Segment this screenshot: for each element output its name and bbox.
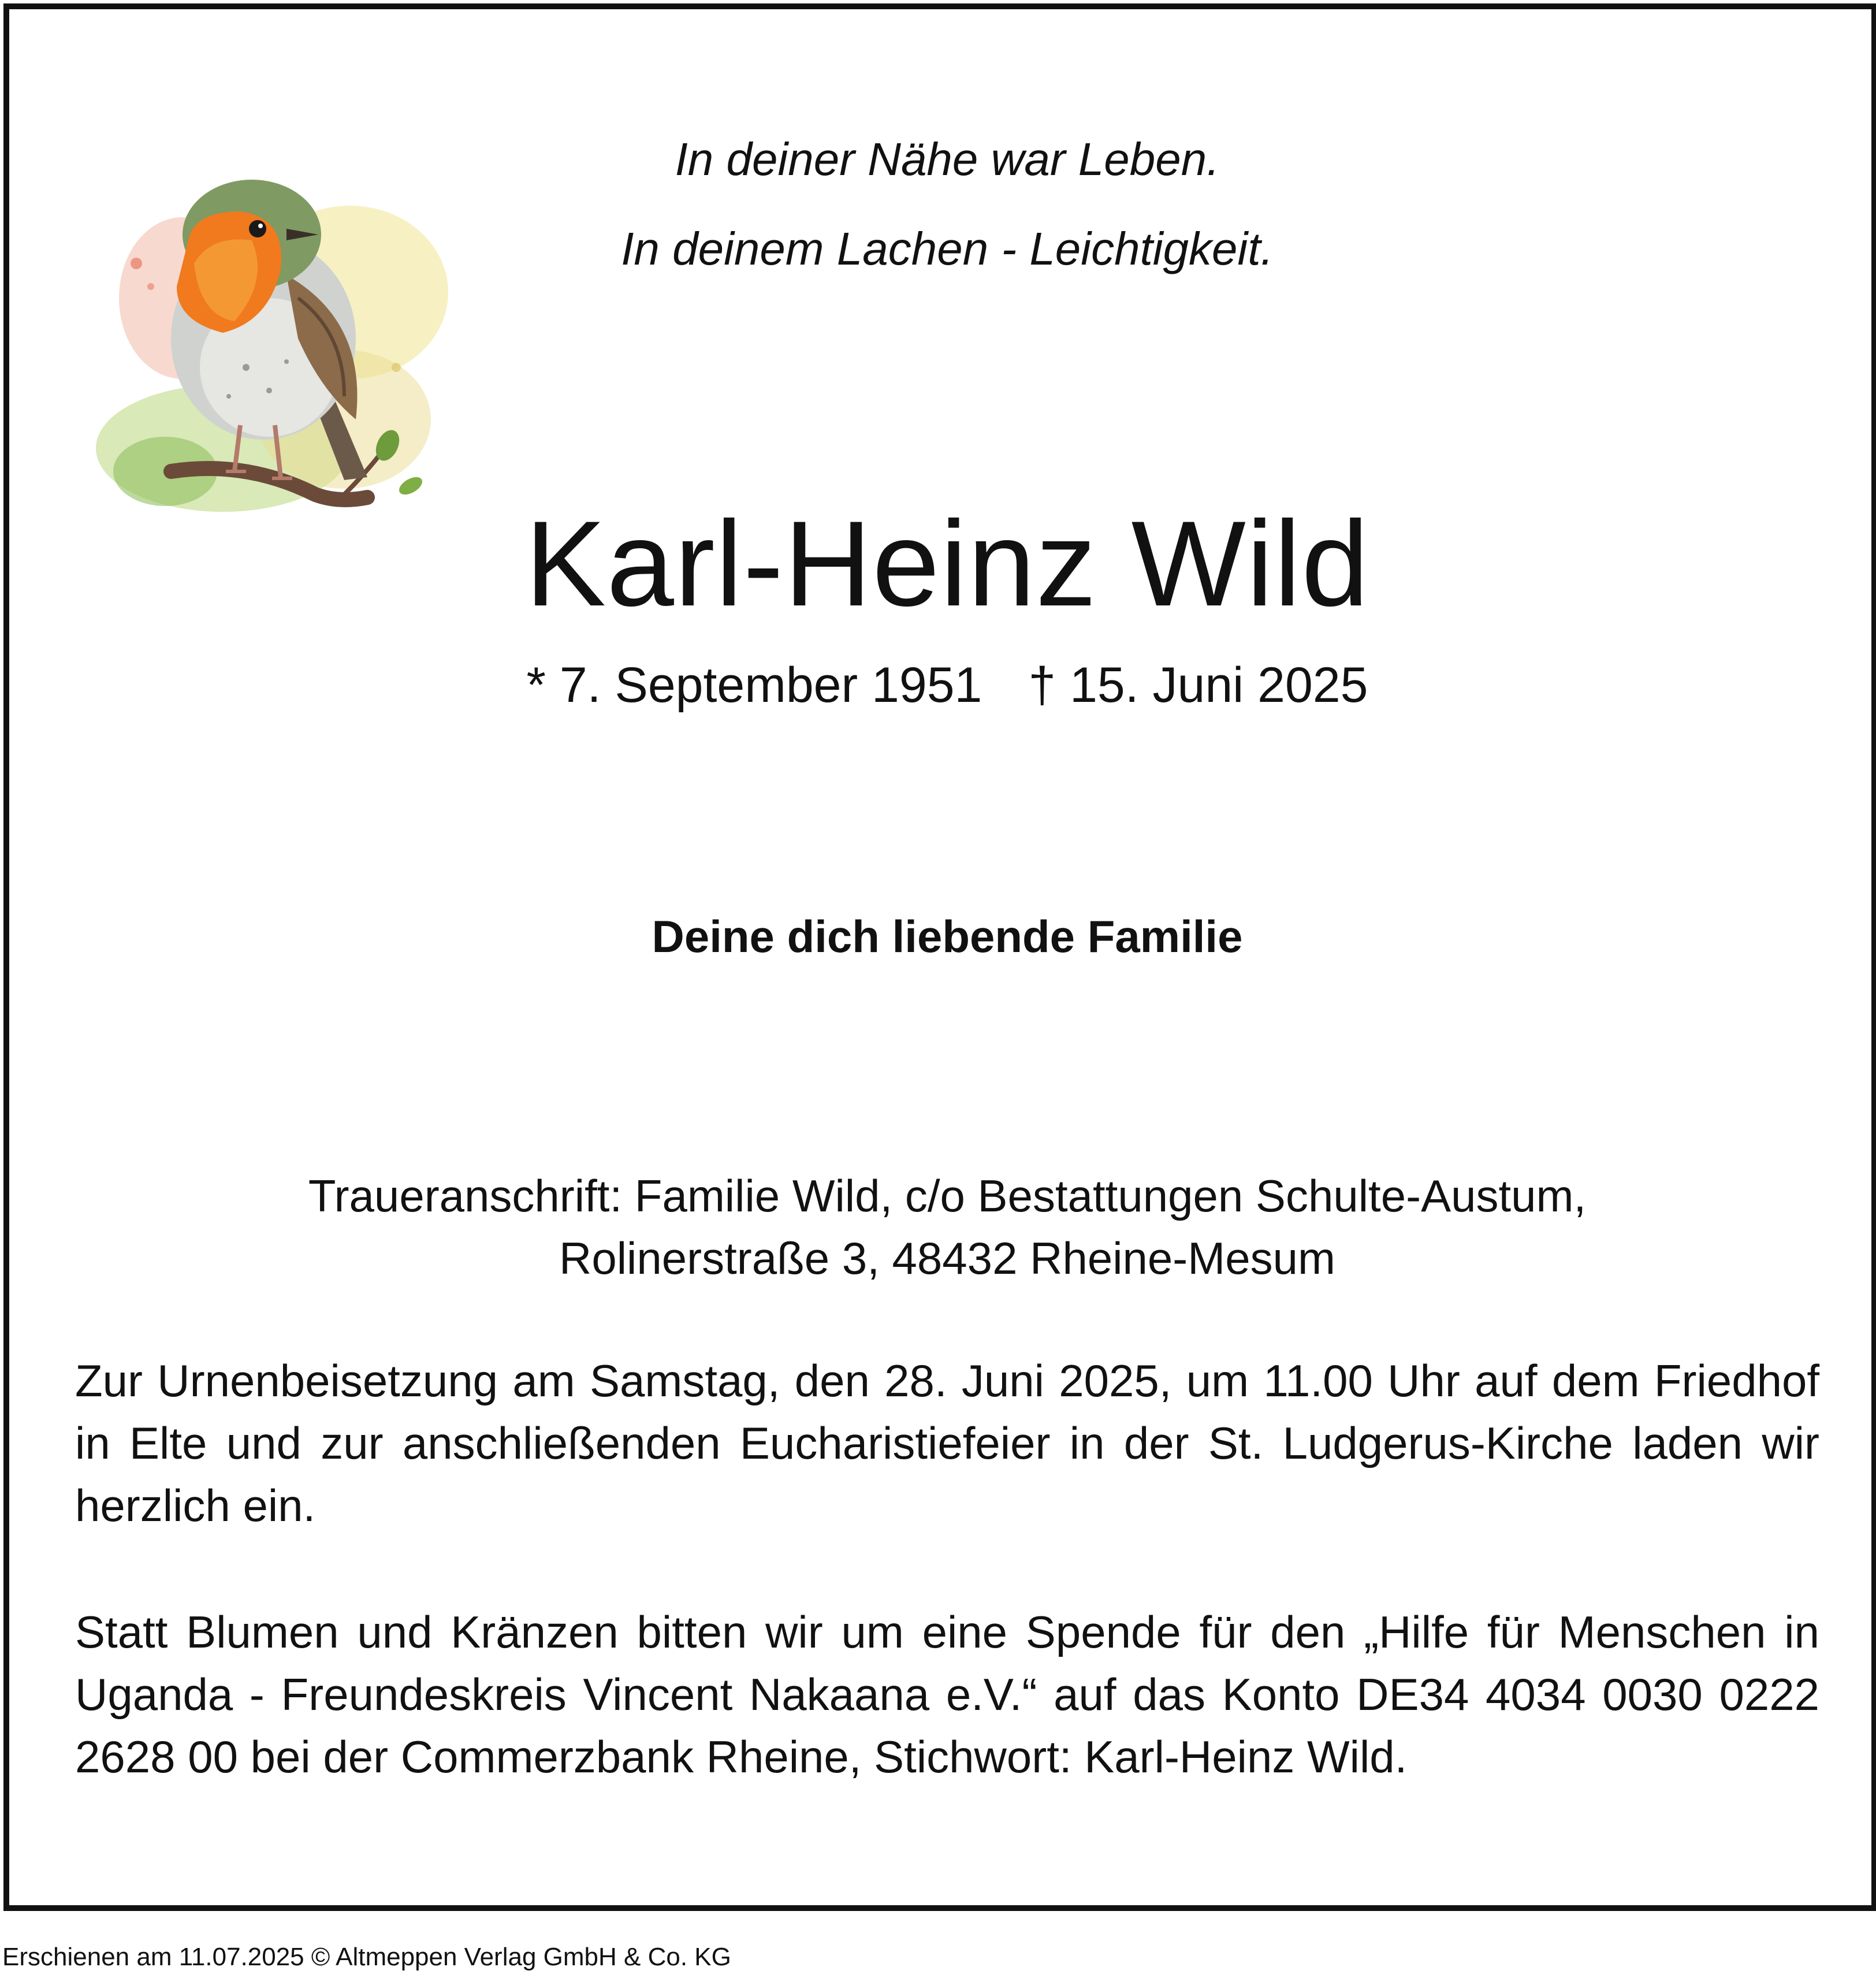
- deceased-name: Karl-Heinz Wild: [525, 496, 1369, 631]
- life-dates: [9, 656, 1876, 714]
- mourning-address: [9, 1165, 1876, 1289]
- quote-line-2: In deinem Lachen - Leichtigkeit.: [621, 223, 1274, 274]
- family-signature: Deine dich liebende Familie: [652, 911, 1243, 962]
- robin-bird-icon: [96, 148, 466, 541]
- death-date: † 15. Juni 2025: [1028, 657, 1368, 713]
- publication-footer: Erschienen am 11.07.2025 © Altmeppen Verlag GmbH & Co. KG: [2, 1943, 731, 1971]
- address-line-1: Traueranschrift: Familie Wild, c/o Bestattungen Schulte-Austum,: [308, 1170, 1587, 1221]
- donation-paragraph: Statt Blumen und Kränzen bitten wir um eine Spende für den „Hilfe für Menschen in Uganda - Freundeskreis Vincent Nakaana e.V.“ auf das Konto DE34 4034 0030 0222 2628 00 bei der Commerzbank Rheine, Stichwort: Karl-Heinz Wild.: [75, 1607, 1819, 1782]
- quote-line-1: In deiner Nähe war Leben.: [675, 133, 1220, 185]
- obituary-notice: [3, 3, 1876, 1911]
- birth-date: * 7. September 1951: [526, 657, 982, 713]
- burial-paragraph: Zur Urnenbeisetzung am Samstag, den 28. Juni 2025, um 11.00 Uhr auf dem Friedhof in Elte und zur anschließenden Eucharistiefeier in der St. Ludgerus-Kirche laden wir herzlich ein.: [75, 1355, 1819, 1531]
- address-line-2: Rolinerstraße 3, 48432 Rheine-Mesum: [559, 1233, 1335, 1284]
